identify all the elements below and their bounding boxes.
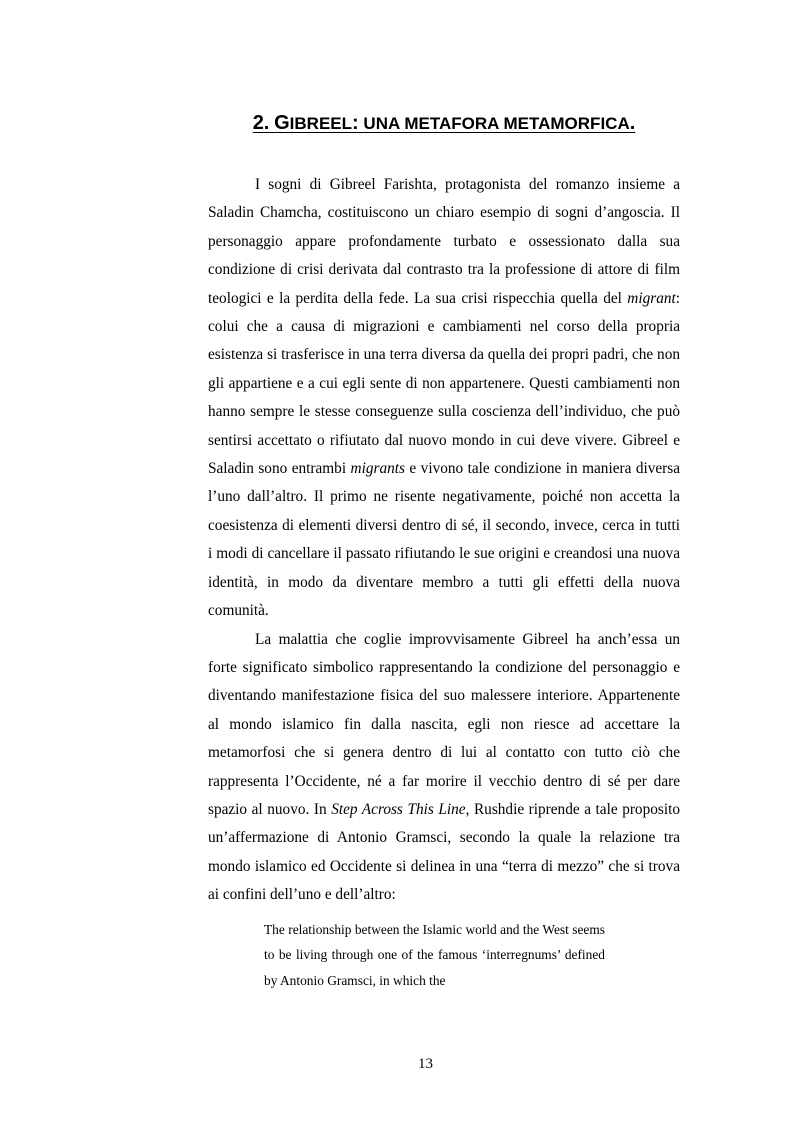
book-title: Step Across This Line	[331, 800, 466, 818]
block-quote	[264, 917, 605, 993]
heading-title	[253, 114, 636, 133]
section-heading	[208, 112, 680, 135]
paragraph-1-text-b: : colui che a causa di migrazioni e cambiamenti nel corso della propria esistenza si trasferisce in una terra diversa da quella dei propri padri, che non gli appartiene e a cui egli sente di non appartenere. Questi cambiamenti non hanno sempre le stesse conseguenze sulla coscienza dell’individuo, che può sentirsi accettato o rifiutato dal nuovo mondo in cui deve vivere. Gibreel e Saladin sono entrambi	[208, 289, 680, 478]
heading-subtitle: UNA METAFORA METAMORFICA	[363, 114, 630, 133]
quote-text: The relationship between the Islamic world and the West seems to be living through one of the famous ‘interregnums’ defined by Antonio Gramsci, in which the	[264, 922, 605, 988]
paragraph-2	[208, 626, 680, 910]
term-migrant: migrant	[627, 289, 676, 307]
paragraph-1-text-c: e vivono tale condizione in maniera diversa l’uno dall’altro. Il primo ne risente negativamente, poiché non accetta la coesistenza di elementi diversi dentro di sé, il secondo, invece, cerca in tutti i modi di cancellare il passato rifiutando le sue origini e creandosi una nuova identità, in modo da diventare membro a tutti gli effetti della nuova comunità.	[208, 460, 680, 620]
heading-period: .	[629, 112, 636, 134]
heading-colon: :	[352, 112, 359, 134]
paragraph-2-text-a: La malattia che coglie improvvisamente Gibreel ha anch’essa un forte significato simbolico rappresentando la condizione del personaggio e diventando manifestazione fisica del suo malessere interiore. Appartenente al mondo islamico fin dalla nascita, egli non riesce ad accettare la metamorfosi che si genera dentro di lui al contatto con tutto ciò che rappresenta l’Occidente, né a far morire il vecchio dentro di sé per dare spazio al nuovo. In	[208, 630, 680, 818]
page-number: 13	[418, 1056, 433, 1072]
paragraph-1-text-a: I sogni di Gibreel Farishta, protagonista del romanzo insieme a Saladin Chamcha, costituiscono un chiaro esempio di sogni d’angoscia. Il personaggio appare profondamente turbato e ossessionato dalla sua condizione di crisi derivata dal contrasto tra la professione di attore di film teologici e la perdita della fede. La sua crisi rispecchia quella del	[208, 176, 680, 307]
body-text	[208, 171, 680, 910]
heading-initial: G	[274, 112, 290, 134]
heading-name-rest: IBREEL	[289, 114, 353, 133]
paragraph-2-text-b: , Rushdie riprende a tale proposito un’affermazione di Antonio Gramsci, secondo la quale la relazione tra mondo islamico ed Occidente si delinea in una “terra di mezzo” che si trova ai confini dell’uno e dell’altro:	[208, 800, 680, 904]
paragraph-1	[208, 171, 680, 626]
heading-number: 2.	[252, 112, 270, 134]
term-migrants: migrants	[350, 460, 405, 478]
